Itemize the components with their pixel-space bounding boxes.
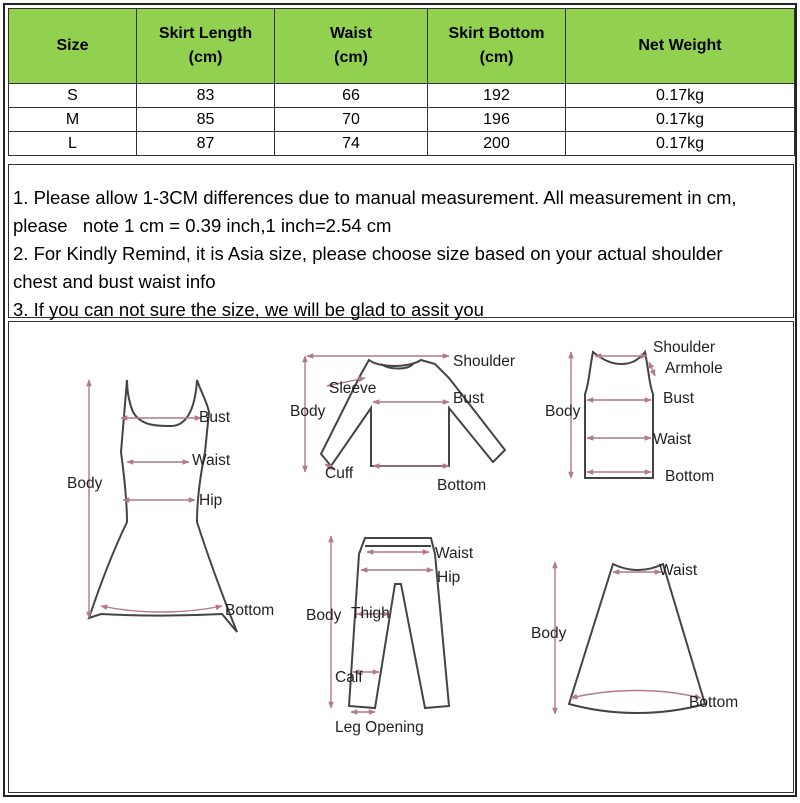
table-header-row [9, 9, 795, 84]
sweater-label-bottom: Bottom [437, 477, 487, 494]
pants-label-waist: Waist [435, 545, 474, 562]
vest-label-body: Body [545, 403, 581, 420]
cell-waist: 70 [275, 108, 428, 132]
skirt-label-waist: Waist [659, 562, 698, 579]
vest-label-bust: Bust [663, 390, 695, 407]
table-row [9, 132, 795, 156]
vest-label-shoulder: Shoulder [653, 339, 716, 356]
note-line-5: 3. If you can not sure the size, we will be glad to assit you [13, 299, 484, 320]
header-waist: Waist (cm) [275, 9, 428, 84]
vest-label-armhole: Armhole [665, 360, 723, 377]
cell-size: L [9, 132, 137, 156]
cell-waist: 66 [275, 84, 428, 108]
header-skirt-length: Skirt Length (cm) [137, 9, 275, 84]
pants-label-hip: Hip [437, 569, 461, 586]
pants-diagram [349, 538, 449, 708]
header-size: Size [9, 9, 137, 84]
header-skirt-bottom: Skirt Bottom (cm) [428, 9, 566, 84]
sweater-diagram [321, 360, 505, 466]
dress-label-hip: Hip [199, 492, 223, 509]
cell-size: S [9, 84, 137, 108]
pants-label-body: Body [306, 607, 342, 624]
vest-measure-lines [571, 352, 655, 478]
skirt-label-bottom: Bottom [689, 694, 739, 711]
size-chart-sheet [3, 3, 797, 797]
pants-label-calf: Calf [335, 669, 363, 686]
pants-label-thigh: Thigh [351, 605, 390, 622]
note-line-2: please note 1 cm = 0.39 inch,1 inch=2.54 cm [13, 215, 392, 236]
sweater-label-cuff: Cuff [325, 465, 354, 482]
vest-label-waist: Waist [653, 431, 692, 448]
cell-skirt-length: 87 [137, 132, 275, 156]
size-notes [8, 164, 794, 318]
dress-label-bottom: Bottom [225, 602, 275, 619]
table-row [9, 84, 795, 108]
note-line-1: 1. Please allow 1-3CM differences due to manual measurement. All measurement in cm, [13, 187, 737, 208]
cell-skirt-length: 85 [137, 108, 275, 132]
skirt-measure-lines [555, 562, 701, 714]
note-line-4: chest and bust waist info [13, 271, 216, 292]
pants-label-leg-opening: Leg Opening [335, 719, 424, 736]
header-net-weight: Net Weight [566, 9, 795, 84]
measurement-diagrams [8, 321, 794, 793]
cell-skirt-bottom: 192 [428, 84, 566, 108]
table-row [9, 108, 795, 132]
dress-label-body: Body [67, 475, 103, 492]
sweater-label-shoulder: Shoulder [453, 353, 516, 370]
cell-waist: 74 [275, 132, 428, 156]
skirt-label-body: Body [531, 625, 567, 642]
size-table [8, 8, 795, 156]
dress-label-bust: Bust [199, 409, 231, 426]
dress-label-waist: Waist [192, 452, 231, 469]
cell-net-weight: 0.17kg [566, 84, 795, 108]
sweater-label-sleeve: Sleeve [329, 380, 377, 397]
vest-label-bottom: Bottom [665, 468, 715, 485]
cell-skirt-bottom: 196 [428, 108, 566, 132]
cell-net-weight: 0.17kg [566, 108, 795, 132]
cell-net-weight: 0.17kg [566, 132, 795, 156]
sweater-label-body: Body [290, 403, 326, 420]
cell-skirt-length: 83 [137, 84, 275, 108]
cell-skirt-bottom: 200 [428, 132, 566, 156]
garment-illustrations [9, 322, 793, 792]
note-line-3: 2. For Kindly Remind, it is Asia size, please choose size based on your actual shoulder [13, 243, 723, 264]
vest-diagram [585, 352, 653, 478]
sweater-measure-lines [305, 356, 449, 472]
cell-size: M [9, 108, 137, 132]
sweater-label-bust: Bust [453, 390, 485, 407]
